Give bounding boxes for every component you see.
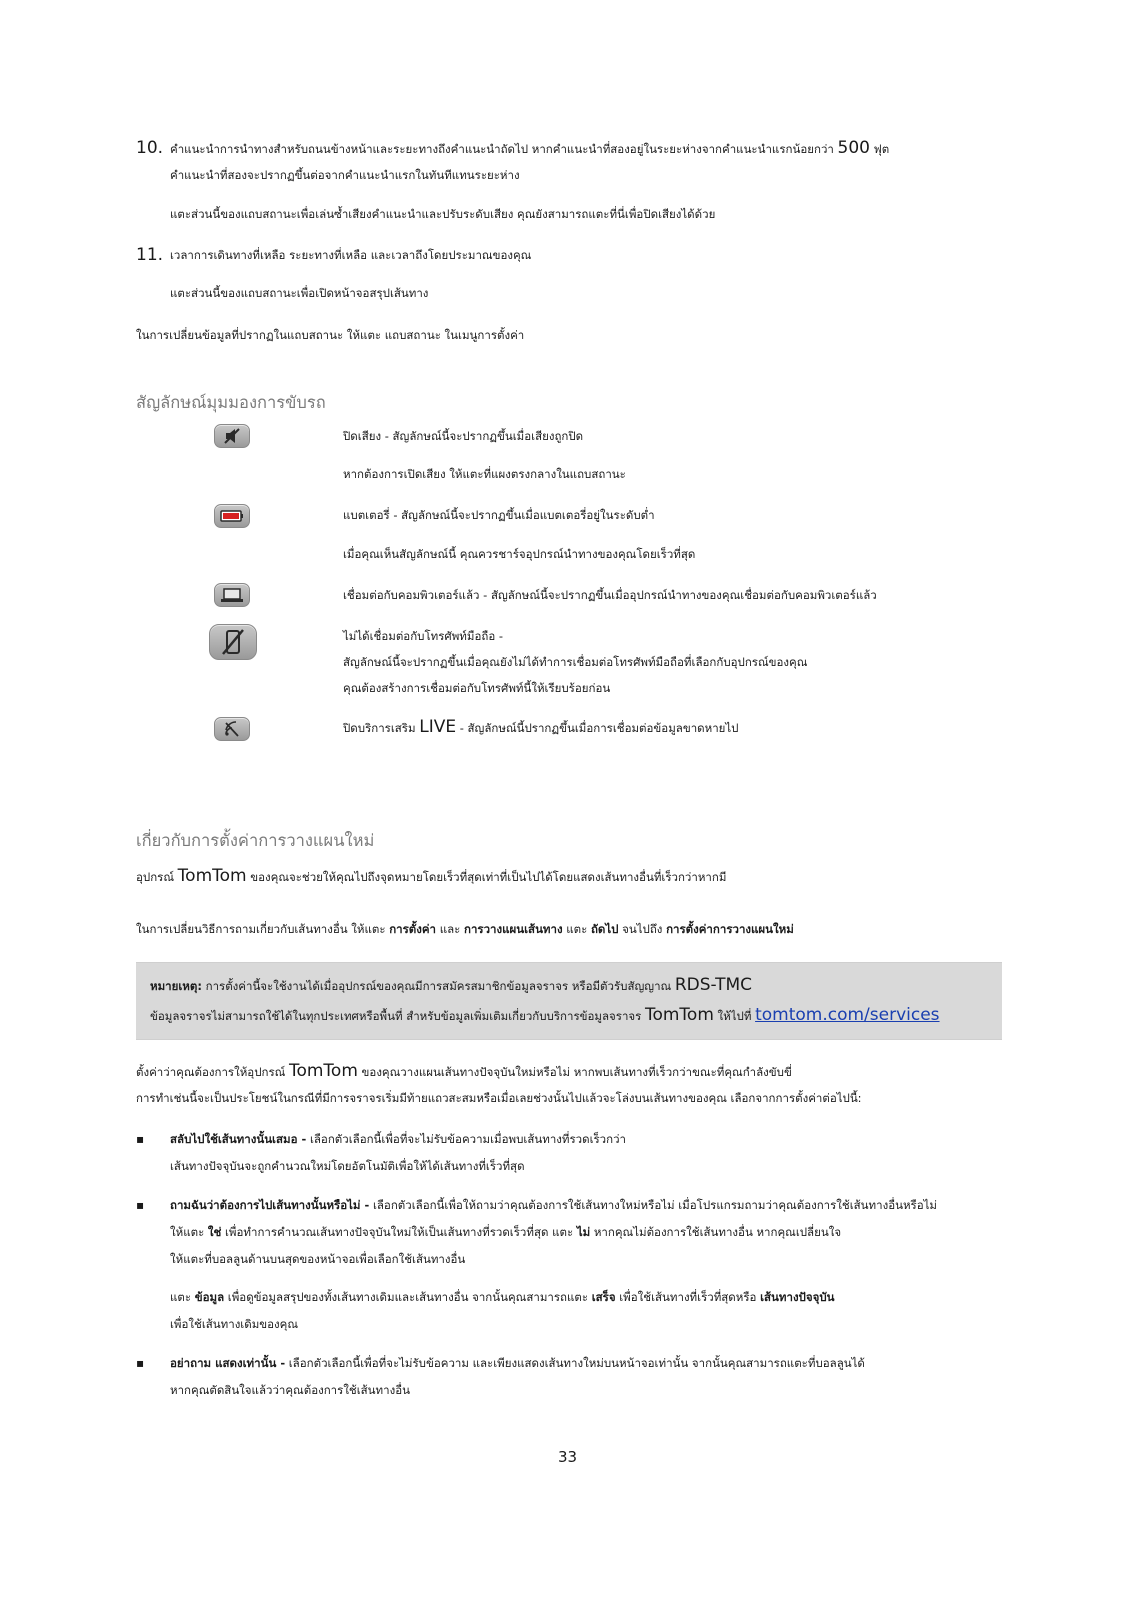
live-off-icon: [214, 717, 250, 741]
button-yes: ใช่: [207, 1225, 222, 1239]
note-label: หมายเหตุ: [150, 979, 198, 993]
intro-text-b: ของคุณจะช่วยให้คุณไปถึงจุดหมายโดยเร็วที่สุดเท่าที่เป็นไปได้โดยแสดงเส้นทางอื่นที่เร็วกว่าหากมี: [250, 870, 727, 884]
change-and: และ: [439, 922, 461, 936]
para-text-b: ของคุณวางแผนเส้นทางปัจจุบันใหม่หรือไม่ หากพบเส้นทางที่เร็วกว่าขณะที่คุณกำลังขับขี่: [361, 1065, 792, 1079]
option-always-switch: สลับไปใช้เส้นทางนั้นเสมอ -: [170, 1132, 307, 1146]
button-done: เสร็จ: [591, 1290, 616, 1304]
symbol-computer-line1: เชื่อมต่อกับคอมพิวเตอร์แล้ว - สัญลักษณ์นี้จะปรากฏขึ้นเมื่ออุปกรณ์นำทางของคุณเชื่อมต่อกับคอมพิวเตอร์แล้ว: [343, 588, 877, 602]
menu-route-planning: การวางแผนเส้นทาง: [463, 922, 563, 936]
intro-text-a: อุปกรณ์: [136, 870, 175, 884]
symbol-phone-line1: ไม่ได้เชื่อมต่อกับโทรศัพท์มือถือ -: [343, 629, 504, 643]
sub-text-b: เพื่อดูข้อมูลสรุปของทั้งเส้นทางเดิมและเส้นทางอื่น จากนั้นคุณสามารถแตะ: [227, 1290, 589, 1304]
item-10-unit: ฟุต: [873, 142, 890, 156]
symbol-live-line1: [343, 719, 738, 736]
item-11-line1: เวลาการเดินทางที่เหลือ ระยะทางที่เหลือ และเวลาถึงโดยประมาณของคุณ: [170, 248, 532, 262]
intro-brand: TomTom: [177, 866, 247, 886]
menu-next: ถัดไป: [590, 922, 619, 936]
bullet-3-text: เลือกตัวเลือกนี้เพื่อที่จะไม่รับข้อความ และเพียงแสดงเส้นทางใหม่บนหน้าจอเท่านั้น จากนั้นคุณสามารถแตะที่บอลลูนได้: [288, 1356, 865, 1370]
bullet-ask-me-sub-line2: เพื่อใช้เส้นทางเดิมของคุณ: [170, 1317, 299, 1331]
symbol-battery-line2: เมื่อคุณเห็นสัญลักษณ์นี้ คุณควรชาร์จอุปกรณ์นำทางของคุณโดยเร็วที่สุด: [343, 547, 696, 561]
symbol-mute-line2: หากต้องการเปิดเสียง ให้แตะที่แผงตรงกลางในแถบสถานะ: [343, 467, 626, 481]
sub-tap: แตะ: [170, 1290, 192, 1304]
symbol-live-text-b: - สัญลักษณ์นี้ปรากฏขึ้นเมื่อการเชื่อมต่อข้อมูลขาดหายไป: [459, 721, 739, 735]
bullet-ask-me-sub-line1: [170, 1289, 835, 1305]
replanning-intro: [136, 868, 726, 885]
bullet-ask-me-line3: ให้แตะที่บอลลูนด้านบนสุดของหน้าจอเพื่อเลือกใช้เส้นทางอื่น: [170, 1252, 466, 1266]
replanning-para-line1: [136, 1063, 792, 1080]
bullet-marker: ▪: [136, 1132, 145, 1146]
symbol-battery-line1: แบตเตอรี่ - สัญลักษณ์นี้จะปรากฏขึ้นเมื่อแบตเตอรี่อยู่ในระดับต่ำ: [343, 508, 655, 522]
bullet-1-text: เลือกตัวเลือกนี้เพื่อที่จะไม่รับข้อความเมื่อพบเส้นทางที่รวดเร็วกว่า: [309, 1132, 627, 1146]
option-dont-ask: อย่าถาม แสดงเท่านั้น -: [170, 1356, 286, 1370]
phone-disconnected-icon: [209, 624, 257, 660]
symbol-phone-line2: สัญลักษณ์นี้จะปรากฏขึ้นเมื่อคุณยังไม่ได้ทำการเชื่อมต่อโทรศัพท์มือถือที่เลือกกับอุปกรณ์ของคุณ: [343, 655, 808, 669]
note-line2-text: ข้อมูลจราจรไม่สามารถใช้ได้ในทุกประเทศหรือพื้นที่ สำหรับข้อมูลเพิ่มเติมเกี่ยวกับบริการข้อมูลจราจร: [150, 1009, 642, 1023]
status-change-text: ในการเปลี่ยนข้อมูลที่ปรากฏในแถบสถานะ ให้แตะ แถบสถานะ ในเมนูการตั้งค่า: [136, 328, 525, 342]
section-heading-driving-view-symbols: สัญลักษณ์มุมมองการขับรถ: [136, 393, 326, 412]
bullet-2-text: เลือกตัวเลือกนี้เพื่อให้ถามว่าคุณต้องการใช้เส้นทางใหม่หรือไม่ เมื่อโปรแกรมถามว่าคุณต้องการใช้เส้นทางอื่นหรือไม่: [372, 1198, 937, 1212]
note-brand: TomTom: [644, 1005, 714, 1025]
item-10-line2: คำแนะนำที่สองจะปรากฏขึ้นต่อจากคำแนะนำแรกในทันทีแทนระยะห่าง: [170, 168, 520, 182]
bullet-marker: ▪: [136, 1356, 145, 1370]
sub-text-c: เพื่อใช้เส้นทางที่เร็วที่สุดหรือ: [619, 1290, 757, 1304]
option-ask-me: ถามฉันว่าต้องการไปเส้นทางนั้นหรือไม่ -: [170, 1198, 370, 1212]
section-heading-replanning-settings: เกี่ยวกับการตั้งค่าการวางแผนใหม่: [136, 831, 375, 850]
symbol-mute-line1: ปิดเสียง - สัญลักษณ์นี้จะปรากฏขึ้นเมื่อเสียงถูกปิด: [343, 429, 584, 443]
replanning-change-instructions: [136, 921, 794, 937]
bullet-always-switch-line1: [170, 1131, 626, 1147]
bullet-always-switch-line2: เส้นทางปัจจุบันจะถูกคำนวณใหม่โดยอัตโนมัติเพื่อให้ได้เส้นทางที่เร็วที่สุด: [170, 1159, 525, 1173]
para-brand: TomTom: [288, 1061, 358, 1081]
item-10-number: 10.: [136, 138, 164, 158]
item-10-distance-value: 500: [837, 138, 870, 158]
bullet-marker: ▪: [136, 1198, 145, 1212]
bullet-2-text-c: หากคุณไม่ต้องการใช้เส้นทางอื่น หากคุณเปลี่ยนใจ: [593, 1225, 842, 1239]
change-then: แตะ: [566, 922, 588, 936]
note-line1-text: การตั้งค่านี้จะใช้งานได้เมื่ออุปกรณ์ของคุณมีการสมัครสมาชิกข้อมูลจราจร หรือมีตัวรับสัญญาณ: [205, 979, 672, 993]
page-number: 33: [558, 1448, 578, 1466]
replanning-para-line2: การทำเช่นนี้จะเป็นประโยชน์ในกรณีที่มีการจราจรเริ่มมีท้ายแถวสะสมหรือเมื่อเลยช่วงนั้นไปแล้วจะโล่งบนเส้นทางของคุณ เลือกจากการตั้งค่าต่อไปนี้:: [136, 1091, 862, 1105]
symbol-live-brand: LIVE: [419, 717, 457, 737]
mute-icon: [214, 424, 250, 448]
item-11-line2: แตะส่วนนี้ของแถบสถานะเพื่อเปิดหน้าจอสรุปเส้นทาง: [170, 286, 429, 300]
menu-replanning-settings: การตั้งค่าการวางแผนใหม่: [666, 922, 794, 936]
note-line1: หมายเหตุ: การตั้งค่านี้จะใช้งานได้เมื่ออุปกรณ์ของคุณมีการสมัครสมาชิกข้อมูลจราจร หรือมีตัวรับสัญญาณ RDS-TMC: [150, 975, 753, 995]
services-link[interactable]: tomtom.com/services: [755, 1005, 940, 1025]
bullet-dont-ask-line1: [170, 1355, 865, 1371]
bullet-2-tap: ให้แตะ: [170, 1225, 205, 1239]
item-10-line1: [170, 140, 889, 157]
note-goto: ให้ไปที่: [717, 1009, 752, 1023]
symbol-live-text-a: ปิดบริการเสริม: [343, 721, 416, 735]
note-line2: [150, 1007, 940, 1024]
computer-connected-icon: [214, 583, 250, 607]
item-10-line3: แตะส่วนนี้ของแถบสถานะเพื่อเล่นซ้ำเสียงคำแนะนำและปรับระดับเสียง คุณยังสามารถแตะที่นี่เพื่อปิดเสียงได้ด้วย: [170, 207, 716, 221]
button-no: ไม่: [576, 1225, 591, 1239]
note-rds-tmc: RDS-TMC: [674, 975, 753, 995]
battery-low-icon: [214, 504, 250, 528]
bullet-ask-me-line2: [170, 1224, 841, 1240]
bullet-dont-ask-line2: หากคุณตัดสินใจแล้วว่าคุณต้องการใช้เส้นทางอื่น: [170, 1383, 410, 1397]
item-10-line1-text: คำแนะนำการนำทางสำหรับถนนข้างหน้าและระยะทางถึงคำแนะนำถัดไป หากคำแนะนำที่สองอยู่ในระยะห่างจากคำแนะนำแรกน้อยกว่า: [170, 142, 834, 156]
button-info: ข้อมูล: [194, 1290, 225, 1304]
para-text-a: ตั้งค่าว่าคุณต้องการให้อุปกรณ์: [136, 1065, 286, 1079]
button-current-route: เส้นทางปัจจุบัน: [760, 1290, 835, 1304]
change-text-a: ในการเปลี่ยนวิธีการถามเกี่ยวกับเส้นทางอื่น ให้แตะ: [136, 922, 386, 936]
item-11-number: 11.: [136, 245, 164, 265]
menu-settings: การตั้งค่า: [389, 922, 437, 936]
bullet-ask-me-line1: [170, 1197, 937, 1213]
symbol-phone-line3: คุณต้องสร้างการเชื่อมต่อกับโทรศัพท์นี้ให้เรียบร้อยก่อน: [343, 681, 611, 695]
change-until: จนไปถึง: [622, 922, 663, 936]
bullet-2-text-b: เพื่อทำการคำนวณเส้นทางปัจจุบันใหม่ให้เป็นเส้นทางที่รวดเร็วที่สุด แตะ: [225, 1225, 574, 1239]
note-box: [136, 962, 1002, 1040]
